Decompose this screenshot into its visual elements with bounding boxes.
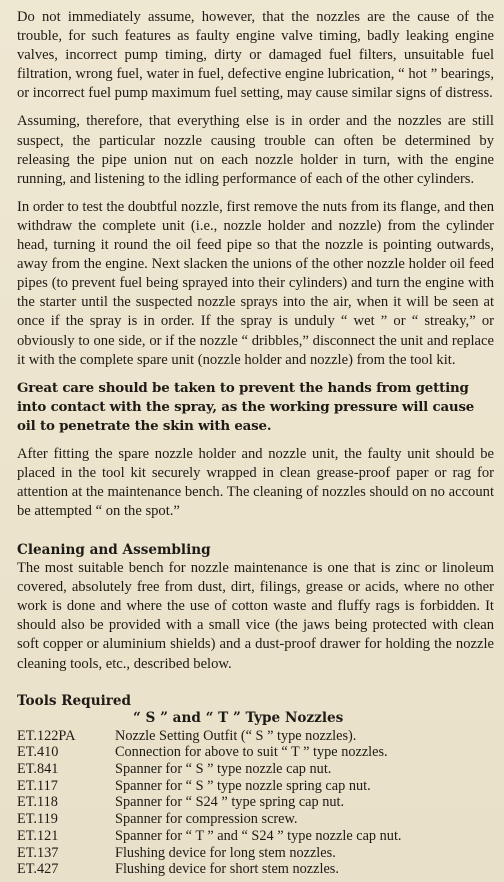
warning-text: Great care should be taken to prevent the hands from getting into contact with the spray, as the working pressure will cause oil to penetrate the skin with ease.: [17, 379, 475, 434]
tool-description: Connection for above to suit “ T ” type nozzles.: [115, 744, 388, 761]
tool-row: [17, 744, 402, 761]
tool-description: Spanner for “ S ” type nozzle spring cap nut.: [115, 777, 371, 794]
tool-description: Flushing device for short stem nozzles.: [115, 861, 339, 878]
tool-description: Spanner for “ T ” and “ S24 ” type nozzle cap nut.: [115, 827, 402, 844]
tool-description: Nozzle Setting Outfit (“ S ” type nozzles).: [115, 727, 357, 744]
tool-code: ET.122PA: [17, 727, 76, 744]
tool-code: ET.427: [17, 861, 59, 878]
tools-table: [17, 728, 402, 878]
paragraph-test-procedure: In order to test the doubtful nozzle, first remove the nuts from its flange, and then withdraw the complete unit (i.e., nozzle holder and nozzle) from the cylinder head, turning it round the oil feed pipe so that the nozzle is pointing outwards, away from the engine. Next slacken the unions of the other nozzle holder oil feed pipes (to prevent fuel being sprayed into their cylinders) and turn the engine with the starter until the suspected nozzle sprays into the air, when it will be seen at once if the spray is in order. If the spray is unduly “ wet ” or “ streaky,” or obviously to one side, or if the nozzle “ dribbles,” disconnect the unit and replace it with the complete spare unit (nozzle holder and nozzle) from the tool kit.: [17, 198, 494, 368]
paragraph-suspect-nozzle: Assuming, therefore, that everything else is in order and the nozzles are still suspect, the particular nozzle causing trouble can often be determined by releasing the pipe union nut on each nozzle holder in turn, with the engine running, and listening to the idling performance of each of the other cylinders.: [17, 113, 494, 187]
tool-row: [17, 845, 402, 862]
tool-row: [17, 794, 402, 811]
tools-heading: Tools Required: [17, 692, 132, 709]
paragraph-cleaning: The most suitable bench for nozzle maintenance is one that is zinc or linoleum covered, absolutely free from dust, dirt, filings, grease or acids, where no other work is done and where the use of cotton waste and fluffy rags is forbidden. It should also be provided with a small vice (the jaws being protected with clean soft copper or aluminium shields) and a dust-proof drawer for holding the nozzle cleaning tools, etc., described below.: [17, 560, 494, 672]
tool-description: Spanner for “ S ” type nozzle cap nut.: [115, 761, 332, 778]
paragraph-after-fitting: After fitting the spare nozzle holder and nozzle unit, the faulty unit should be placed in the tool kit securely wrapped in clean grease-proof paper or rag for attention at the maintenance bench. The cleaning of nozzles should on no account be attempted “ on the spot.”: [17, 445, 494, 519]
tool-row: [17, 778, 402, 795]
cleaning-heading: Cleaning and Assembling: [17, 542, 211, 559]
tool-description: Flushing device for long stem nozzles.: [115, 844, 336, 861]
tool-row: [17, 761, 402, 778]
tool-code: ET.841: [17, 761, 59, 778]
tools-subheading: “ S ” and “ T ” Type Nozzles: [133, 709, 344, 726]
tool-code: ET.410: [17, 744, 59, 761]
tool-row: [17, 811, 402, 828]
tool-code: ET.137: [17, 844, 59, 861]
paragraph-nozzle-causes: Do not immediately assume, however, that the nozzles are the cause of the trouble, for such features as faulty engine valve timing, badly leaking engine valves, incorrect pump timing, dirty or damaged fuel filters, unsuitable fuel filtration, wrong fuel, water in fuel, defective engine lubrication, “ hot ” bearings, or incorrect fuel pump maximum fuel setting, may cause similar signs of distress.: [17, 9, 494, 102]
tool-row: [17, 828, 402, 845]
tool-row: [17, 861, 402, 878]
tool-description: Spanner for “ S24 ” type spring cap nut.: [115, 794, 345, 811]
tool-code: ET.119: [17, 811, 58, 828]
tool-code: ET.118: [17, 794, 58, 811]
tool-code: ET.117: [17, 777, 58, 794]
tool-description: Spanner for compression screw.: [115, 811, 298, 828]
tool-code: ET.121: [17, 827, 59, 844]
tool-row: [17, 728, 402, 745]
